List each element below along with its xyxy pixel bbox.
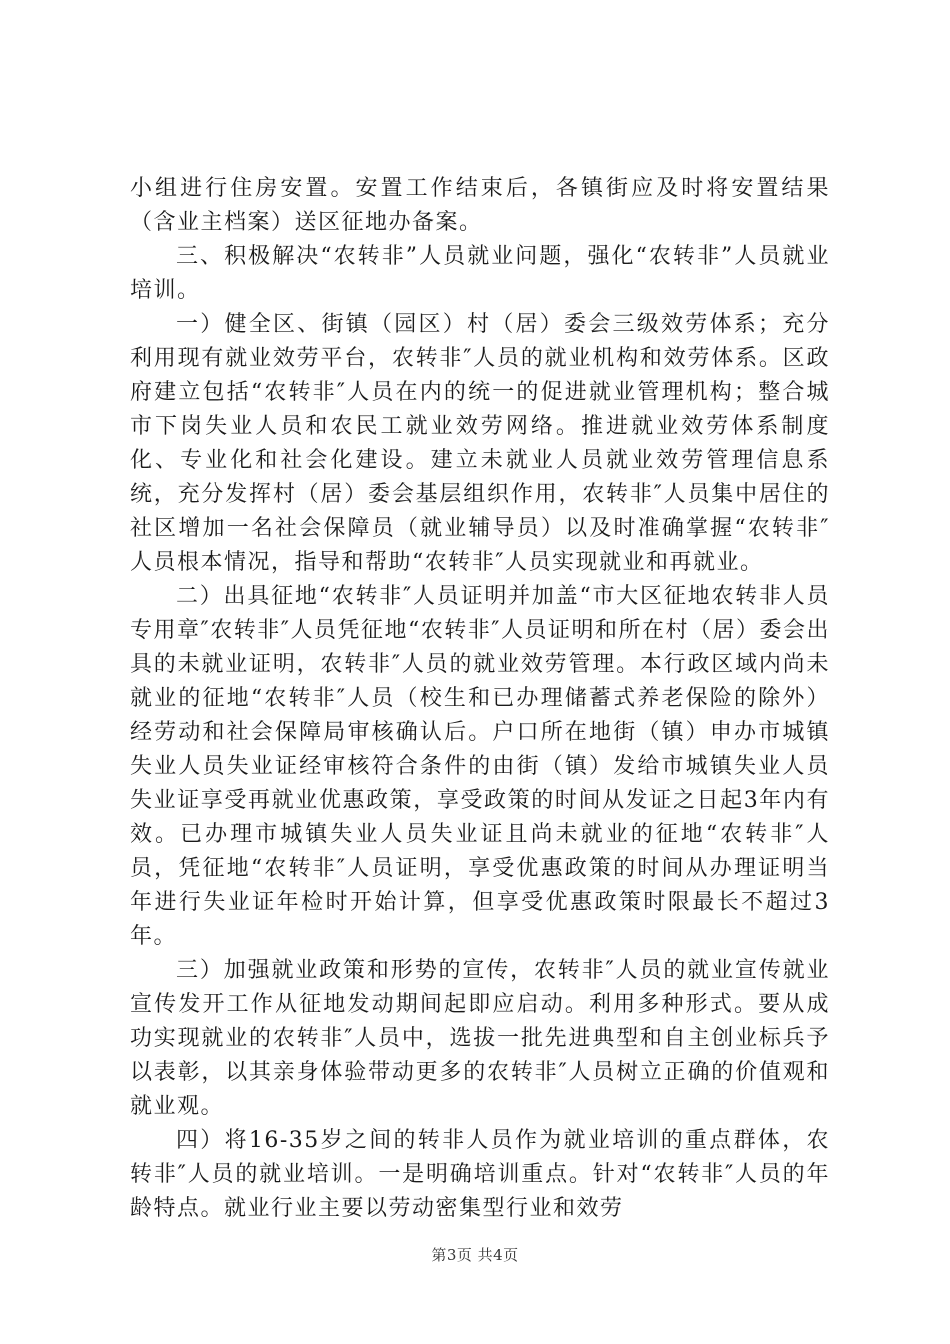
paragraph-certificate: 二）出具征地“农转非″人员证明并加盖“市大区征地农转非人员专用章″农转非″人员凭征地“农转非″人员证明和所在村（居）委会出具的未就业证明，农转非″人员的就业效劳管理。本行政区域内尚未就业的征地“农转非″人员（校生和已办理储蓄式养老保险的除外）经劳动和社会保障局审核确认后。户口所在地街（镇）申办市城镇失业人员失业证经审核符合条件的由街（镇）发给市城镇失业人员失业证享受再就业优惠政策，享受政策的时间从发证之日起3年内有效。已办理市城镇失业人员失业证且尚未就业的征地“农转非″人员，凭征地“农转非″人员证明，享受优惠政策的时间从办理证明当年进行失业证年检时开始计算，但享受优惠政策时限最长不超过3年。 <box>130 584 830 949</box>
paragraph-service-system: 一）健全区、街镇（园区）村（居）委会三级效劳体系；充分利用现有就业效劳平台，农转非″人员的就业机构和效劳体系。区政府建立包括“农转非″人员在内的统一的促进就业管理机构；整合城市下岗失业人员和农民工就业效劳网络。推进就业效劳体系制度化、专业化和社会化建设。建立未就业人员就业效劳管理信息系统，充分发挥村（居）委会基层组织作用，农转非″人员集中居住的社区增加一名社会保障员（就业辅导员）以及时准确掌握“农转非″人员根本情况，指导和帮助“农转非″人员实现就业和再就业。 <box>130 312 830 575</box>
document-body <box>130 172 830 1226</box>
page-footer: 第3页 共4页 <box>431 1246 519 1264</box>
paragraph-housing-placement: 小组进行住房安置。安置工作结束后，各镇街应及时将安置结果（含业主档案）送区征地办备案。 <box>130 176 830 235</box>
paragraph-training: 四）将16-35岁之间的转非人员作为就业培训的重点群体，农转非″人员的就业培训。一是明确培训重点。针对“农转非″人员的年龄特点。就业行业主要以劳动密集型行业和效劳 <box>130 1128 830 1221</box>
section-heading-employment: 三、积极解决“农转非”人员就业问题，强化“农转非”人员就业培训。 <box>130 244 830 303</box>
paragraph-publicity: 三）加强就业政策和形势的宣传，农转非″人员的就业宣传就业宣传发开工作从征地发动期间起即应启动。利用多种形式。要从成功实现就业的农转非″人员中，选拔一批先进典型和自主创业标兵予以表彰，以其亲身体验带动更多的农转非″人员树立正确的价值观和就业观。 <box>130 958 830 1119</box>
